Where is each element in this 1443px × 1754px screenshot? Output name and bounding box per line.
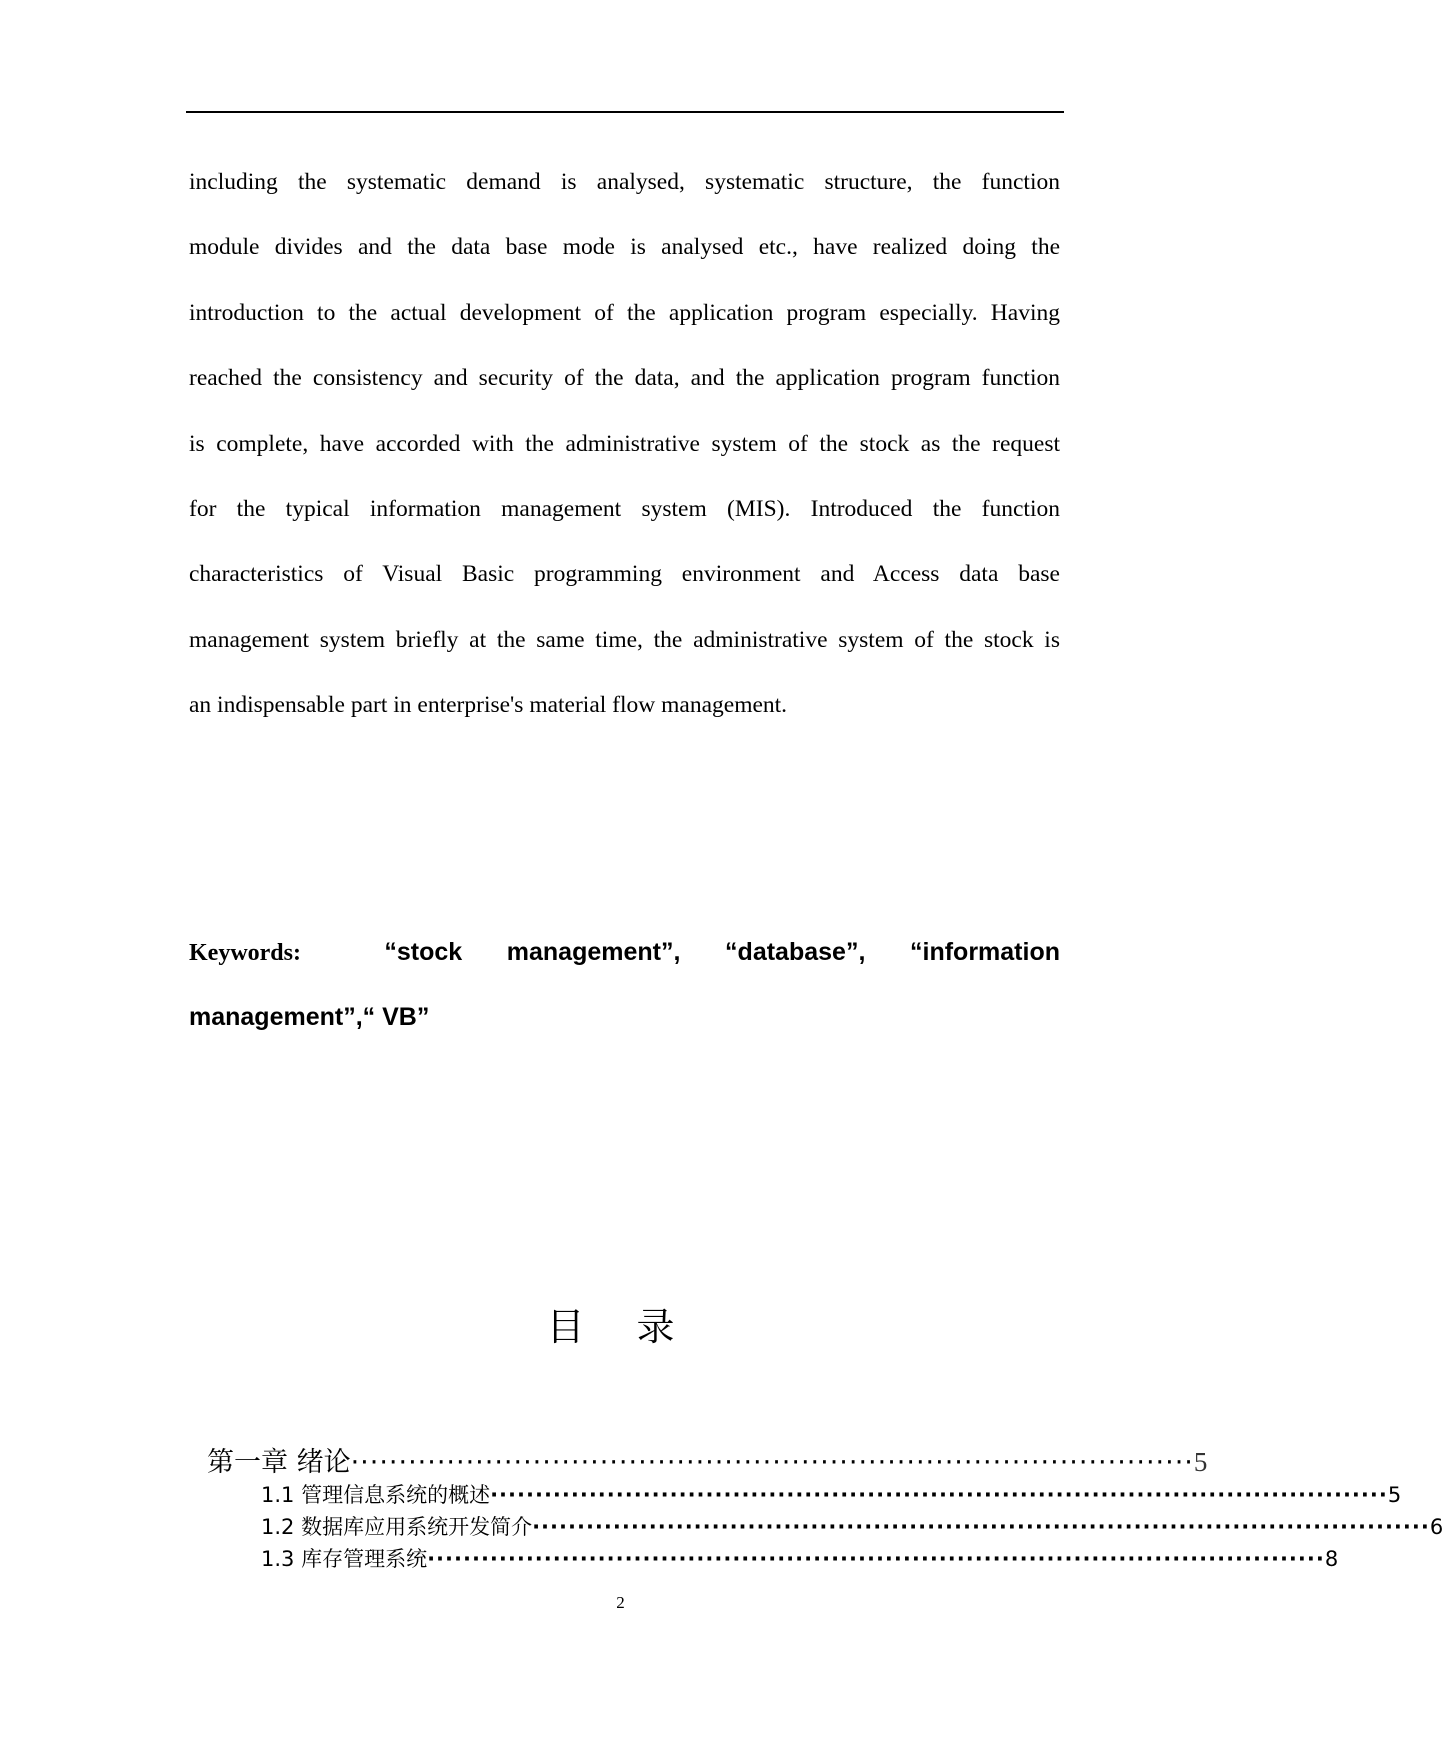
toc-entry-page: 6 — [1429, 1515, 1443, 1539]
header-rule — [186, 111, 1064, 113]
toc-entry-page: 5 — [1193, 1447, 1208, 1477]
abstract-line: is complete, have accorded with the administrative system of the stock as the request — [189, 430, 1060, 457]
toc-entry-page: 8 — [1324, 1547, 1339, 1571]
toc-entry-section-1-2[interactable] — [261, 1513, 1443, 1541]
toc-entry-section-1-1[interactable] — [261, 1481, 1402, 1509]
abstract-line: module divides and the data base mode is analysed etc., have realized doing the — [189, 234, 1060, 261]
toc-entry-label: 1.2 数据库应用系统开发简介 — [261, 1515, 533, 1539]
keywords-text-2: management”,“ VB” — [189, 1003, 430, 1031]
toc-entry-section-1-3[interactable] — [261, 1545, 1339, 1573]
toc-leader-dots: ···································································································· — [427, 1547, 1325, 1571]
abstract-line: characteristics of Visual Basic programming environment and Access data base — [189, 561, 1060, 588]
toc-entry-page: 5 — [1387, 1483, 1402, 1507]
abstract-line: including the systematic demand is analysed, systematic structure, the function — [189, 169, 1060, 195]
toc-leader-dots: ···································································································· — [490, 1483, 1388, 1507]
abstract-line: for the typical information management system (MIS). Introduced the function — [189, 495, 1060, 522]
page-number: 2 — [616, 1593, 625, 1612]
abstract-line: reached the consistency and security of the data, and the application program function — [189, 365, 1060, 392]
keywords-line-1 — [189, 932, 1060, 997]
abstract-body — [189, 162, 1060, 751]
abstract-line: an indispensable part in enterprise's material flow management. — [189, 692, 788, 719]
abstract-line: introduction to the actual development of the application program especially. Having — [189, 299, 1060, 326]
toc-entry-label: 1.1 管理信息系统的概述 — [261, 1483, 491, 1507]
toc-leader-dots: ························································································ — [350, 1447, 1194, 1478]
keywords-line-2 — [189, 997, 1060, 1062]
toc-entry-chapter-1[interactable] — [207, 1444, 1208, 1481]
keywords-text-1: “stock management”, “database”, “information — [384, 938, 1061, 966]
toc-leader-dots: ···································································································· — [532, 1515, 1430, 1539]
keywords-label: Keywords: — [189, 940, 301, 966]
toc-entry-label: 1.3 库存管理系统 — [261, 1547, 428, 1571]
keywords-block — [189, 932, 1060, 1062]
toc-title: 目 录 — [546, 1305, 695, 1349]
abstract-line: management system briefly at the same time, the administrative system of the stock is — [189, 626, 1060, 653]
toc-entry-label: 第一章 绪论 — [207, 1447, 351, 1478]
